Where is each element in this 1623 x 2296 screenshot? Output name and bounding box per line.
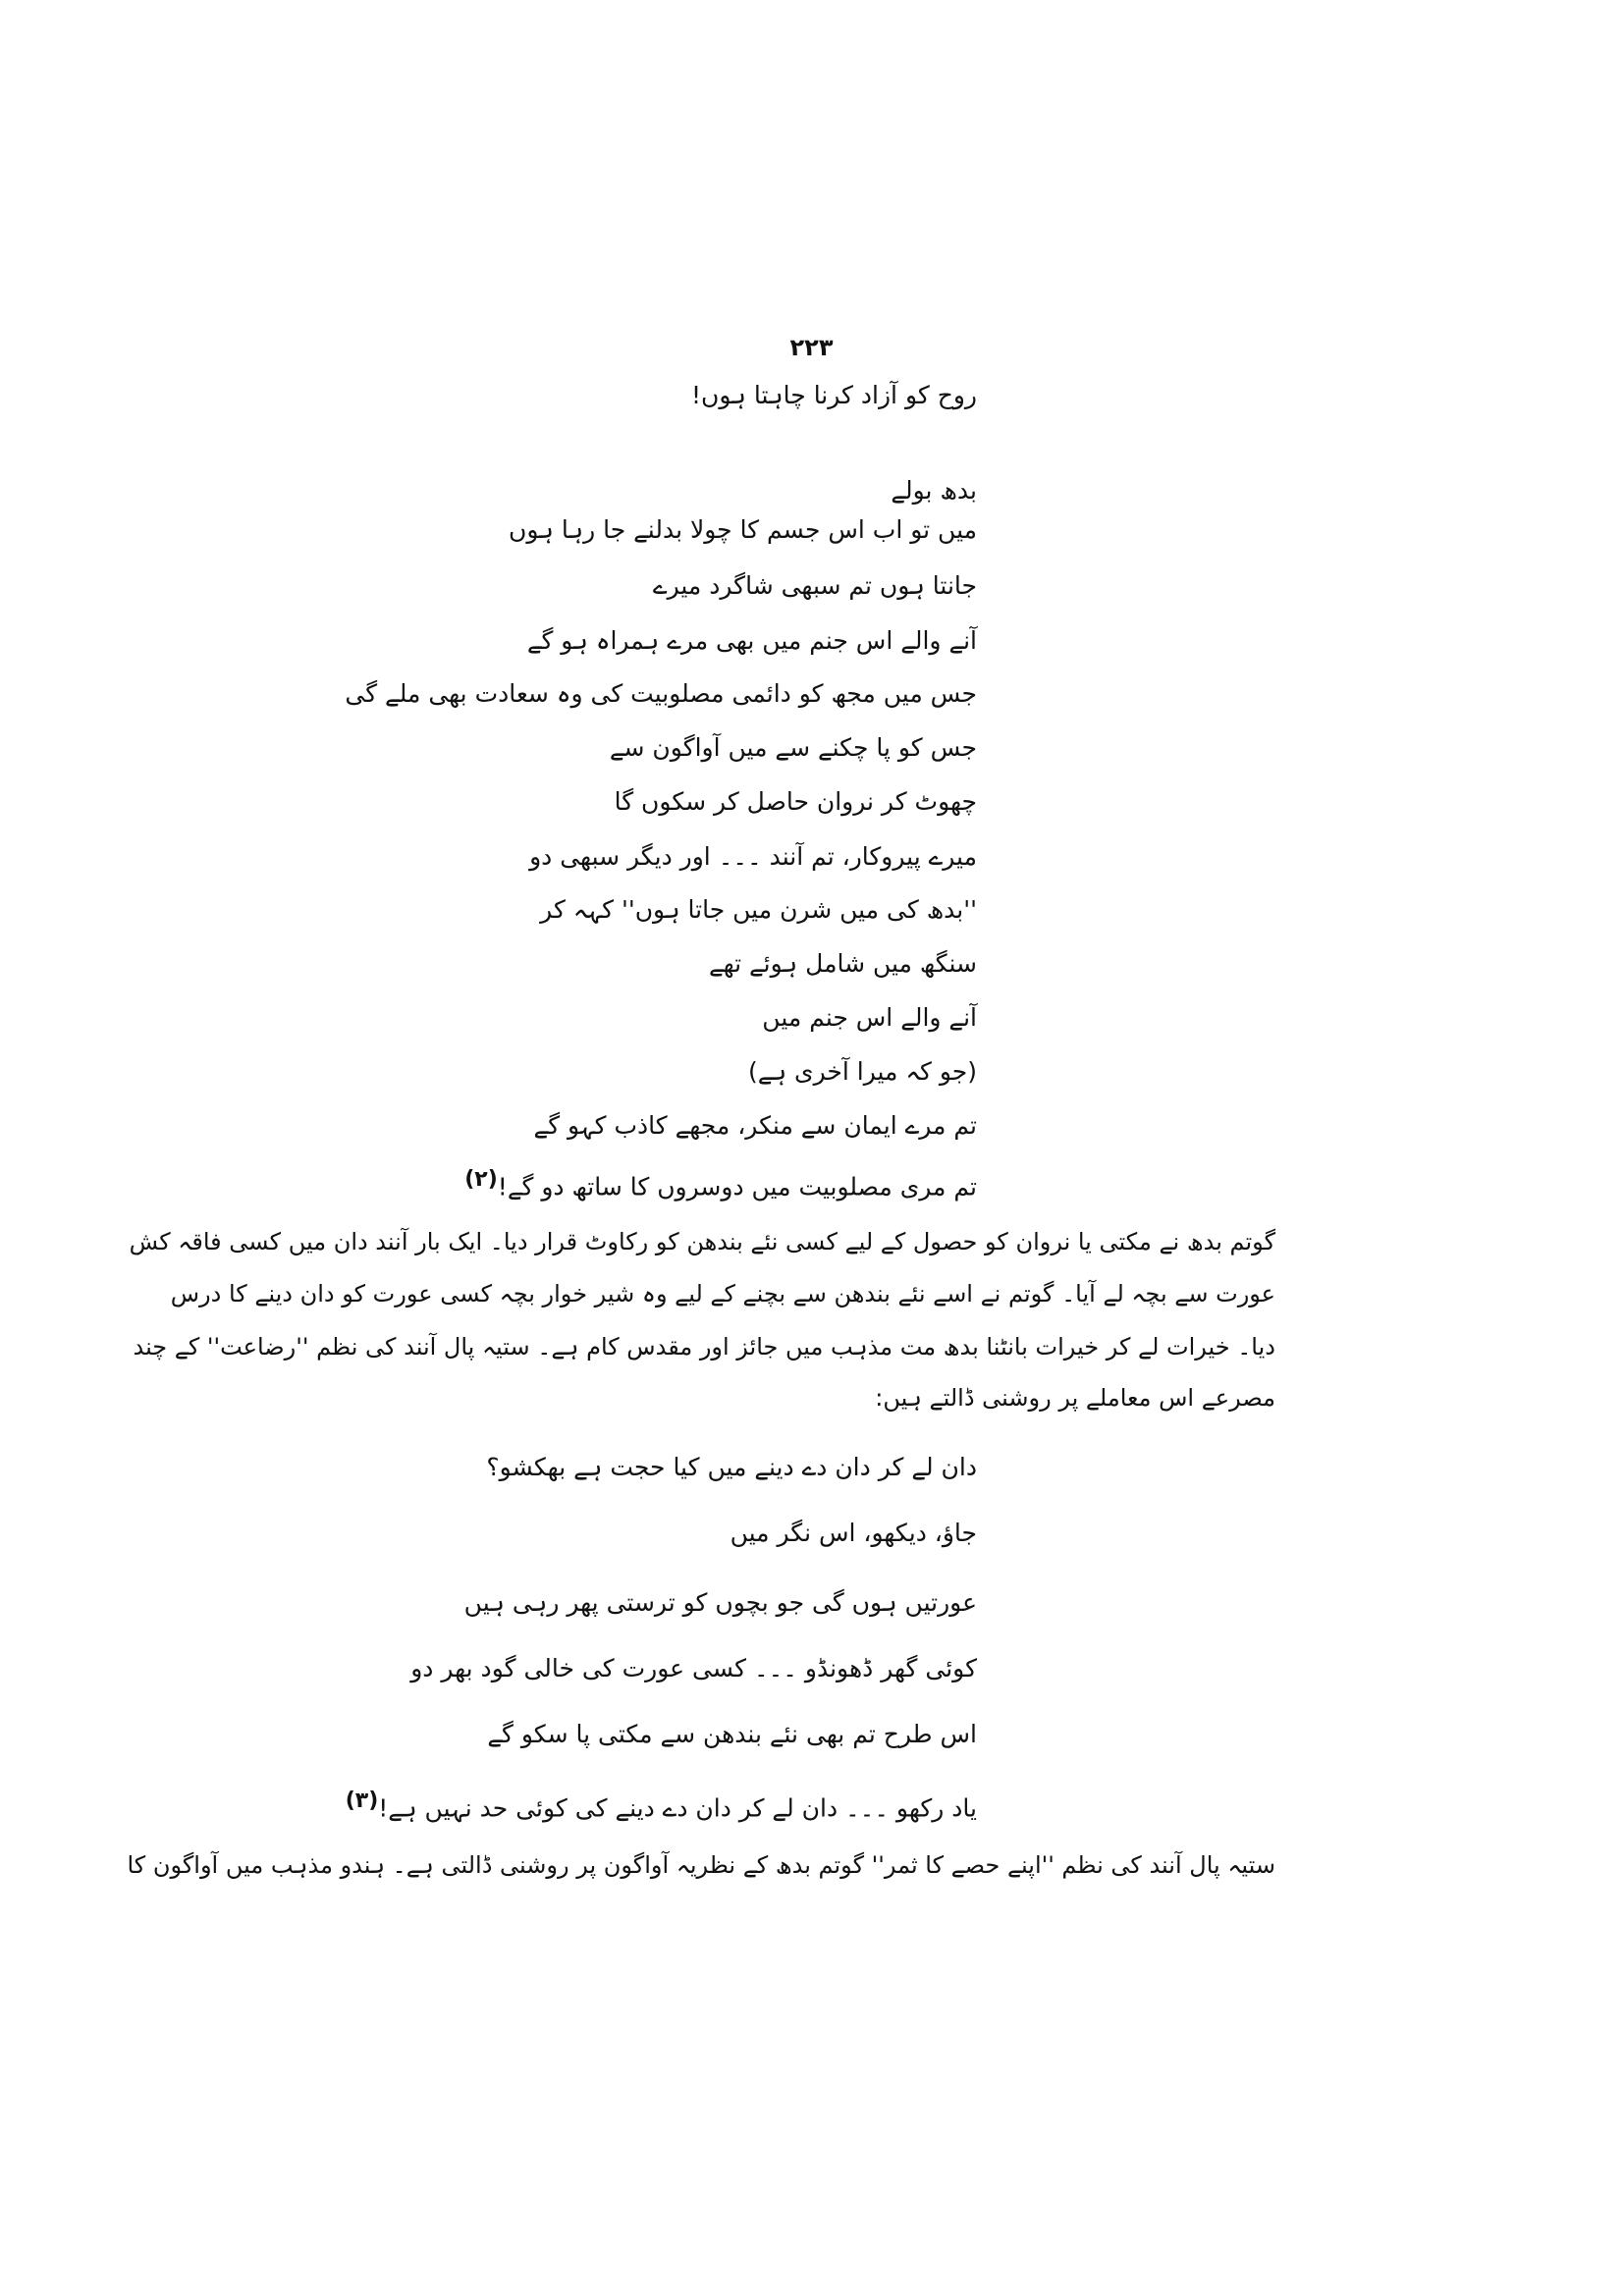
- poem-line: تم مرے ایمان سے منکر، مجھے کاذب کہو گے: [533, 1111, 977, 1140]
- paragraph-line: دیا۔ خیرات لے کر خیرات بانٹنا بدھ مت مذہب میں جائز اور مقدس کام ہے۔ ستیہ پال آنند کی نظم ''رضاعت'' کے چند: [133, 1333, 1275, 1361]
- paragraph-line: گوتم بدھ نے مکتی یا نروان کو حصول کے لیے کسی نئے بندھن کو رکاوٹ قرار دیا۔ ایک بار آنند دان میں کسی فاقہ کش: [129, 1228, 1275, 1255]
- poem-line: آنے والے اس جنم میں بھی مرے ہمراہ ہو گے: [526, 626, 977, 655]
- poem-line: چھوٹ کر نروان حاصل کر سکوں گا: [614, 787, 977, 816]
- paragraph-line: مصرعے اس معاملے پر روشنی ڈالتے ہیں:: [875, 1384, 1275, 1412]
- poem-line: آنے والے اس جنم میں: [762, 1003, 977, 1032]
- poem-line: دان لے کر دان دے دینے میں کیا حجت ہے بھکشو؟: [486, 1453, 977, 1481]
- poem-line: جس کو پا چکنے سے میں آواگون سے: [609, 733, 977, 762]
- poem-line: کوئی گھر ڈھونڈو ۔۔۔ کسی عورت کی خالی گود بھر دو: [410, 1654, 977, 1682]
- poem-line: سنگھ میں شامل ہوئے تھے: [708, 949, 977, 978]
- poem-line: ''بدھ کی میں شرن میں جاتا ہوں'' کہہ کر: [540, 895, 977, 924]
- page-number: ۲۲۳: [789, 334, 834, 361]
- poem-line: جس میں مجھ کو دائمی مصلوبیت کی وہ سعادت بھی ملے گی: [345, 679, 977, 708]
- poem-line: اس طرح تم بھی نئے بندھن سے مکتی پا سکو گے: [487, 1720, 977, 1748]
- poem-line: میرے پیروکار، تم آنند ۔۔۔ اور دیگر سبھی دو: [529, 842, 977, 871]
- poem-line-text: یاد رکھو ۔۔۔ دان لے کر دان دے دینے کی کوئی حد نہیں ہے!: [378, 1793, 977, 1823]
- poem-speaker: بدھ بولے: [891, 476, 977, 505]
- poem-line-last: [464, 1160, 977, 1206]
- poem-line: عورتیں ہوں گی جو بچوں کو ترستی پھر رہی ہیں: [463, 1588, 977, 1617]
- poem-line: (جو کہ میرا آخری ہے): [748, 1057, 977, 1086]
- poem-line-text: تم مری مصلوبیت میں دوسروں کا ساتھ دو گے!: [497, 1172, 977, 1201]
- poem-opening-line: روح کو آزاد کرنا چاہتا ہوں!: [690, 381, 977, 409]
- paragraph-line: ستیہ پال آنند کی نظم ''اپنے حصے کا ثمر'' گوتم بدھ کے نظریہ آواگون پر روشنی ڈالتی ہے۔ ہندو مذہب میں آواگون کا: [127, 1851, 1275, 1879]
- footnote-marker: (۳): [345, 1789, 379, 1813]
- footnote-marker: (۲): [464, 1167, 498, 1192]
- poem-line-last: [346, 1782, 977, 1828]
- poem-line: میں تو اب اس جسم کا چولا بدلنے جا رہا ہوں: [508, 515, 977, 544]
- poem-line: جاؤ، دیکھو، اس نگر میں: [730, 1519, 977, 1547]
- paragraph-line: عورت سے بچہ لے آیا۔ گوتم نے اسے نئے بندھن سے بچنے کے لیے وہ شیر خوار بچہ کسی عورت کو دان دینے کا درس: [170, 1280, 1275, 1308]
- poem-line: جانتا ہوں تم سبھی شاگرد میرے: [652, 571, 977, 600]
